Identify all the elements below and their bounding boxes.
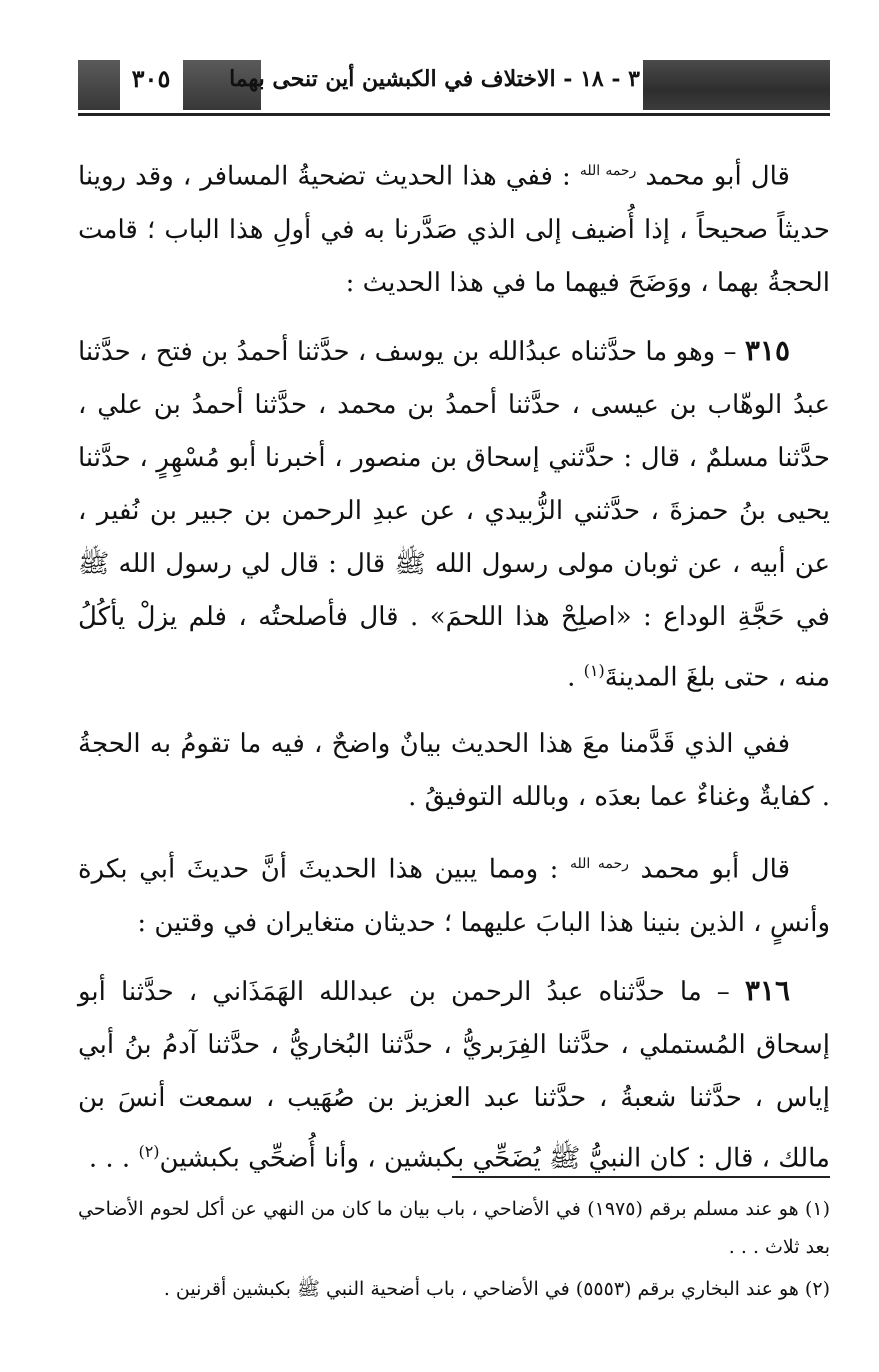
main-text [78,145,830,1200]
footnote-text: بكبشين أقرنين . [163,1278,297,1300]
hadith-number: ٣١٦ [744,973,790,1007]
salawat-mark: ﷺ [394,548,426,579]
hadith-text: – ما حدَّثناه عبدُ الرحمن بن عبدالله الهَمَذَاني ، حدَّثنا أبو إسحاق المُستملي ، حدَّثنا الفِرَبريُّ ، حدَّثنا البُخاريُّ ، حدَّثنا آدمُ بنُ أبي إياس ، حدَّثنا شعبةُ ، حدَّثنا عبد العزيز بن صُهَيب ، سمعت أنسَ بن مالك ، قال : كان النبيُّ [78,976,830,1174]
hadith-text: في حَجَّةِ الوداع : «اصلِحْ هذا اللحمَ» . قال فأصلحتُه ، فلم يزلْ يأكُلُ منه ، حتى بلغَ المدينةَ [78,601,830,693]
hadith-text: – وهو ما حدَّثناه عبدُالله بن يوسف ، حدَّثنا أحمدُ بن فتح ، حدَّثنا عبدُ الوهّاب بن عيسى ، حدَّثنا أحمدُ بن محمد ، حدَّثنا أحمدُ بن علي ، حدَّثنا مسلمٌ ، قال : حدَّثني إسحاق بن منصور ، أخبرنا أبو مُسْهِرٍ ، حدَّثنا يحيى بنُ حمزةَ ، حدَّثني الزُّبيدي ، عن عبدِ الرحمن بن جبير بن نُفير ، عن أبيه ، عن ثوبان مولى رسول الله [78,336,831,579]
paragraph-text: قال أبو محمد [636,161,790,192]
hadith-text: . [567,662,584,693]
paragraph-abu-muhammad-2 [78,838,830,950]
paragraph-text: : ومما يبين هذا الحديثَ أنَّ حديثَ أبي بكرة وأنسٍ ، الذين بنينا هذا البابَ عليهما ؛ حديثان متغايران في وقتين : [78,854,830,938]
paragraph-text: ففي الذي قَدَّمنا معَ هذا الحديث بيانٌ واضحٌ ، فيه ما تقومُ به الحجةُ . كفايةٌ وغناءٌ عما بعدَه ، وبالله التوفيقُ . [78,729,830,813]
footnote-reference-2[interactable]: (٢) [138,1141,160,1161]
header-rule [78,113,830,116]
page-number: ٣٠٥ [131,64,171,93]
footnotes [78,1190,830,1312]
header-decoration-left [78,60,120,110]
salawat-mark: ﷺ [78,548,110,579]
salawat-mark: ﷺ [296,1278,320,1300]
paragraph-abu-muhammad-1 [78,145,830,310]
chapter-title: ٣ - ١٨ - الاختلاف في الكبشين أين تنحى بهما [229,66,640,92]
footnote-text: (٢) هو عند البخاري برقم (٥٥٥٣) في الأضاحي ، باب أضحية النبي [319,1278,830,1300]
honorific-mark: رحمه الله [569,856,629,873]
hadith-number: ٣١٥ [744,333,790,367]
paragraph-commentary [78,718,830,824]
header-decoration-right [643,60,830,110]
honorific-mark: رحمه الله [579,163,637,179]
footnote-2 [78,1270,830,1308]
footnote-separator [452,1176,830,1178]
hadith-315 [78,324,830,705]
paragraph-text: قال أبو محمد [628,854,791,885]
footnote-reference-1[interactable]: (١) [583,660,605,680]
hadith-316 [78,964,830,1186]
hadith-text: قال : قال لي رسول الله [109,548,395,579]
hadith-text: . . . [88,1143,139,1174]
salawat-mark: ﷺ [549,1143,581,1174]
paragraph-text: : ففي هذا الحديث تضحيةُ المسافر ، وقد روينا حديثاً صحيحاً ، إذا أُضيف إلى الذي صَدَّرنا به في أولِ هذا الباب ؛ قامت الحجةُ بهما ، ووَضَحَ فيهما ما في هذا الحديث : [78,161,830,298]
hadith-text: يُضَحِّي بكبشين ، وأنا أُضحِّي بكبشين [159,1143,549,1174]
footnote-1: (١) هو عند مسلم برقم (١٩٧٥) في الأضاحي ، باب بيان ما كان من النهي عن أكل لحوم الأضاحي بعد ثلاث . . . [78,1198,830,1258]
